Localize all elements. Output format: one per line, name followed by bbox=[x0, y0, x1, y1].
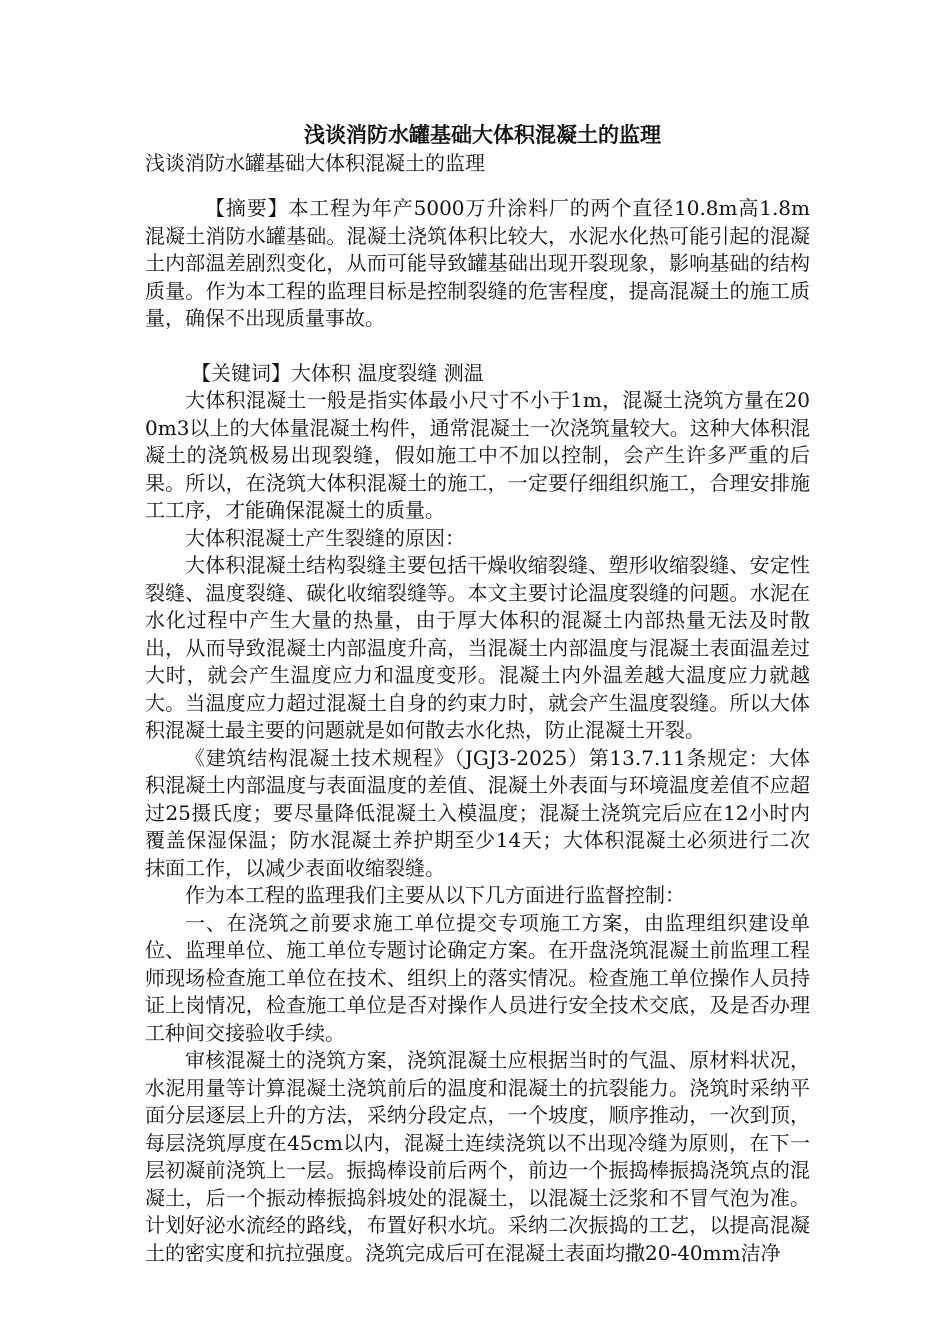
body-paragraph: 作为本工程的监理我们主要从以下几方面进行监督控制： bbox=[185, 883, 685, 907]
abstract-paragraph: 【摘要】本工程为年产5000万升涂料厂的两个直径10.8m高1.8m混凝土消防水罐基础。混凝土浇筑体积比较大，水泥水化热可能引起的混凝土内部温差剧烈变化，从而可能导致罐基础出现开裂现象，影响基础的结构质量。作为本工程的监理目标是控制裂缝的危害程度，提高混凝土的施工质量，确保不出现质量事故。 bbox=[145, 196, 810, 330]
section-heading-causes: 大体积混凝土产生裂缝的原因： bbox=[185, 525, 465, 550]
body-paragraph: 大体积混凝土一般是指实体最小尺寸不小于1m，混凝土浇筑方量在200m3以上的大体量混凝土构件，通常混凝土一次浇筑量较大。这种大体积混凝土的浇筑极易出现裂缝，假如施工中不加以控制，会产生许多严重的后果。所以，在浇筑大体积混凝土的施工，一定要仔细组织施工，合理安排施工工序，才能确保混凝土的质量。 bbox=[145, 388, 810, 522]
body-paragraph: 审核混凝土的浇筑方案，浇筑混凝土应根据当时的气温、原材料状况，水泥用量等计算混凝土浇筑前后的温度和混凝土的抗裂能力。浇筑时采纳平面分层逐层上升的方法，采纳分段定点，一个坡度，顺序推动，一次到顶，每层浇筑厚度在45cm以内，混凝土连续浇筑以不出现冷缝为原则，在下一层初凝前浇筑上一层。振捣棒设前后两个，前边一个振捣棒振捣浇筑点的混凝土，后一个振动棒振捣斜坡处的混凝土，以混凝土泛浆和不冒气泡为准。计划好泌水流经的路线，布置好积水坑。采纳二次振捣的工艺，以提高混凝土的密实度和抗拉强度。浇筑完成后可在混凝土表面均撒20-40mm洁净 bbox=[145, 1048, 810, 1265]
keywords-line: 【关键词】大体积 温度裂缝 测温 bbox=[191, 360, 484, 385]
document-title: 浅谈消防水罐基础大体积混凝土的监理 bbox=[304, 122, 661, 147]
body-paragraph: 一、在浇筑之前要求施工单位提交专项施工方案，由监理组织建设单位、监理单位、施工单位专题讨论确定方案。在开盘浇筑混凝土前监理工程师现场检查施工单位在技术、组织上的落实情况。检查施工单位操作人员持证上岗情况，检查施工单位是否对操作人员进行安全技术交底，及是否办理工种间交接验收手续。 bbox=[145, 910, 810, 1045]
body-paragraph: 《建筑结构混凝土技术规程》（JGJ3-2025）第13.7.11条规定：大体积混凝土内部温度与表面温度的差值、混凝土外表面与环境温度差值不应超过25摄氏度；要尽量降低混凝土入模温度；混凝土浇筑完后应在12小时内覆盖保湿保温；防水混凝土养护期至少14天；大体积混凝土必须进行二次抹面工作，以减少表面收缩裂缝。 bbox=[145, 745, 810, 880]
document-subtitle: 浅谈消防水罐基础大体积混凝土的监理 bbox=[145, 151, 485, 175]
body-paragraph: 大体积混凝土结构裂缝主要包括干燥收缩裂缝、塑形收缩裂缝、安定性裂缝、温度裂缝、碳化收缩裂缝等。本文主要讨论温度裂缝的问题。水泥在水化过程中产生大量的热量，由于厚大体积的混凝土内部热量无法及时散出，从而导致混凝土内部温度升高，当混凝土内部温度与混凝土表面温差过大时，就会产生温度应力和温度变形。混凝土内外温差越大温度应力就越大。当温度应力超过混凝土自身的约束力时，就会产生温度裂缝。所以大体积混凝土最主要的问题就是如何散去水化热，防止混凝土开裂。 bbox=[145, 553, 810, 742]
